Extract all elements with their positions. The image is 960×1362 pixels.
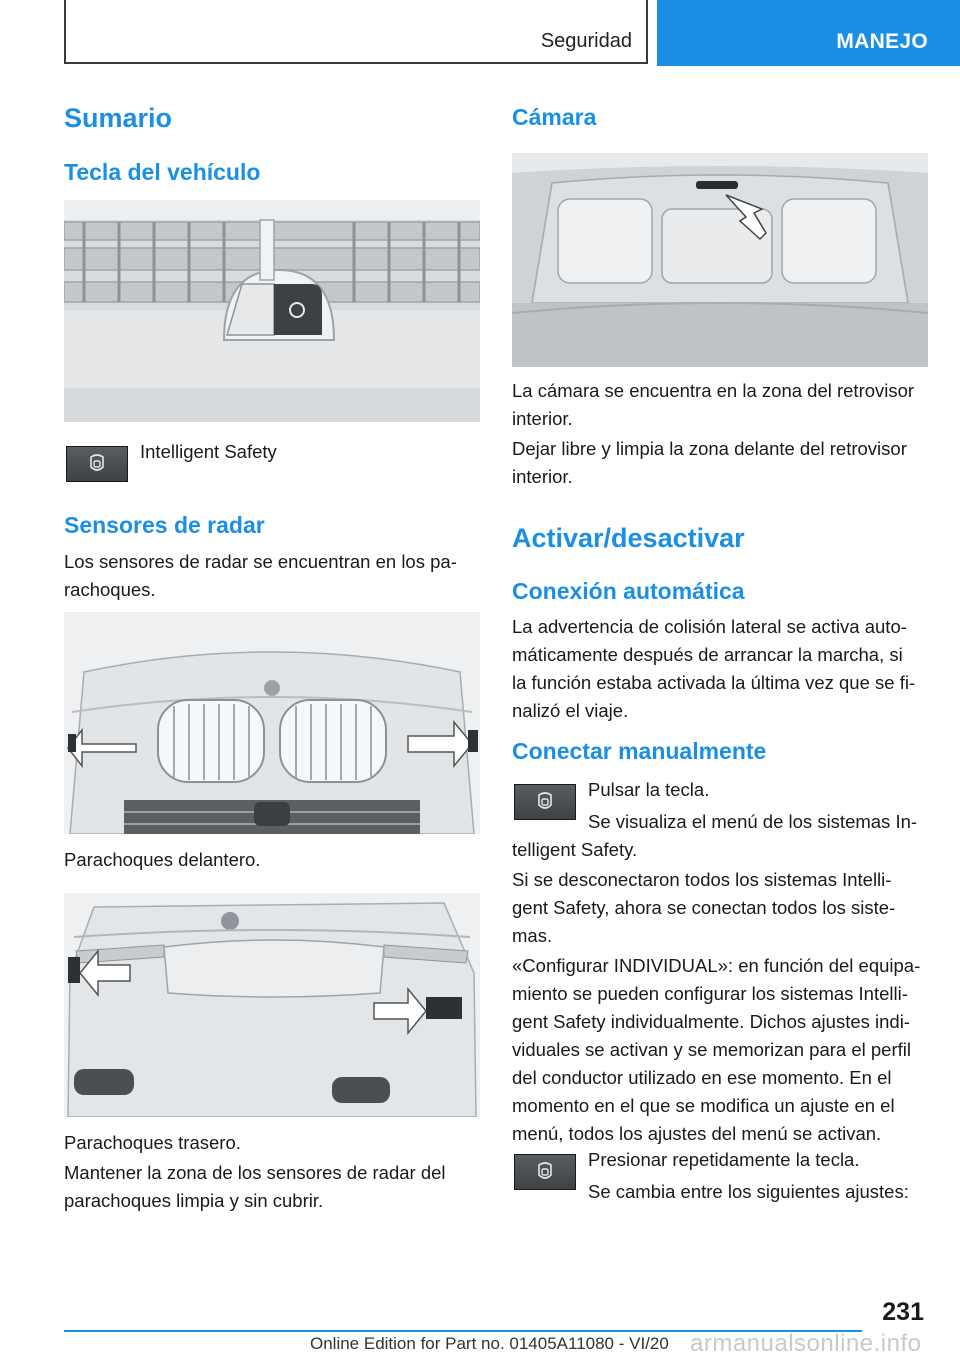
camera-text-2-line-1: Dejar libre y limpia la zona delante del retrovisor	[512, 438, 907, 459]
config-line-3: gent Safety individualmente. Dichos ajustes indi‐	[512, 1011, 910, 1032]
heading-camera: Cámara	[512, 104, 597, 130]
camera-image	[512, 153, 928, 367]
menu-shown-line-1: Se visualiza el menú de los sistemas In‐	[588, 811, 918, 832]
safety-car-icon	[535, 1161, 555, 1183]
auto-text-line-3: la función estaba activada la última vez que se fi‐	[512, 672, 916, 693]
all-off-line-3: mas.	[512, 925, 553, 946]
manual-safety-button[interactable]	[514, 784, 576, 820]
config-line-4: viduales se activan y se memorizan para el perfil	[512, 1039, 911, 1060]
front-bumper-caption: Parachoques delantero.	[64, 849, 261, 870]
config-line-1: «Configurar INDIVIDUAL»: en función del equipa‐	[512, 955, 921, 976]
heading-radar-sensors: Sensores de radar	[64, 512, 265, 538]
repeat-press-text: Presionar repetidamente la tecla.	[588, 1149, 860, 1170]
safety-car-icon	[87, 453, 107, 475]
config-line-5: del conductor utilizado en ese momento. En el	[512, 1067, 892, 1088]
intelligent-safety-button[interactable]	[66, 446, 128, 482]
footer-edition: Online Edition for Part no. 01405A11080 - VI/20	[310, 1334, 669, 1353]
rear-bumper-caption: Parachoques trasero.	[64, 1132, 241, 1153]
camera-text-2-line-2: interior.	[512, 466, 573, 487]
repeat-safety-button[interactable]	[514, 1154, 576, 1190]
config-line-7: menú, todos los ajustes del menú se activan.	[512, 1123, 882, 1144]
all-off-line-2: gent Safety, ahora se conectan todos los siste‐	[512, 897, 896, 918]
auto-text-line-4: nalizó el viaje.	[512, 700, 629, 721]
camera-text-1-line-1: La cámara se encuentra en la zona del retrovisor	[512, 380, 915, 401]
radar-text-line-2: rachoques.	[64, 579, 156, 600]
page-number: 231	[882, 1298, 924, 1326]
auto-text-line-1: La advertencia de colisión lateral se activa auto‐	[512, 616, 907, 637]
keep-clean-line-1: Mantener la zona de los sensores de radar del	[64, 1162, 446, 1183]
all-off-line-1: Si se desconectaron todos los sistemas Intelli‐	[512, 869, 892, 890]
radar-text-line-1: Los sensores de radar se encuentran en los pa‐	[64, 551, 457, 572]
section-title-sumario: Sumario	[64, 103, 173, 133]
camera-text-1-line-2: interior.	[512, 408, 573, 429]
heading-manual-connection: Conectar manualmente	[512, 738, 767, 764]
keep-clean-line-2: parachoques limpia y sin cubrir.	[64, 1190, 324, 1211]
heading-activate-deactivate: Activar/desactivar	[512, 523, 745, 553]
config-line-6: momento en el que se modifica un ajuste en el	[512, 1095, 895, 1116]
front-bumper-image	[64, 612, 480, 834]
header-section-label: Seguridad	[540, 30, 632, 52]
header-chapter-tab[interactable]	[657, 0, 960, 66]
footer-watermark: armanualsonline.info	[690, 1330, 922, 1357]
rear-bumper-image	[64, 893, 480, 1117]
header-chapter-label: MANEJO	[836, 30, 928, 53]
heading-vehicle-key: Tecla del vehículo	[64, 159, 261, 185]
switch-settings-text: Se cambia entre los siguientes ajustes:	[588, 1181, 909, 1202]
config-line-2: miento se pueden configurar los sistemas Intelli‐	[512, 983, 908, 1004]
safety-car-icon	[535, 791, 555, 813]
heading-auto-connection: Conexión automática	[512, 578, 745, 604]
auto-text-line-2: máticamente después de arrancar la marcha, si	[512, 644, 903, 665]
vehicle-key-image	[64, 200, 480, 422]
press-key-text: Pulsar la tecla.	[588, 779, 710, 800]
key-label: Intelligent Safety	[140, 441, 277, 462]
header-section-box	[64, 0, 648, 64]
page-header	[0, 0, 960, 66]
menu-shown-line-2: telligent Safety.	[512, 839, 638, 860]
